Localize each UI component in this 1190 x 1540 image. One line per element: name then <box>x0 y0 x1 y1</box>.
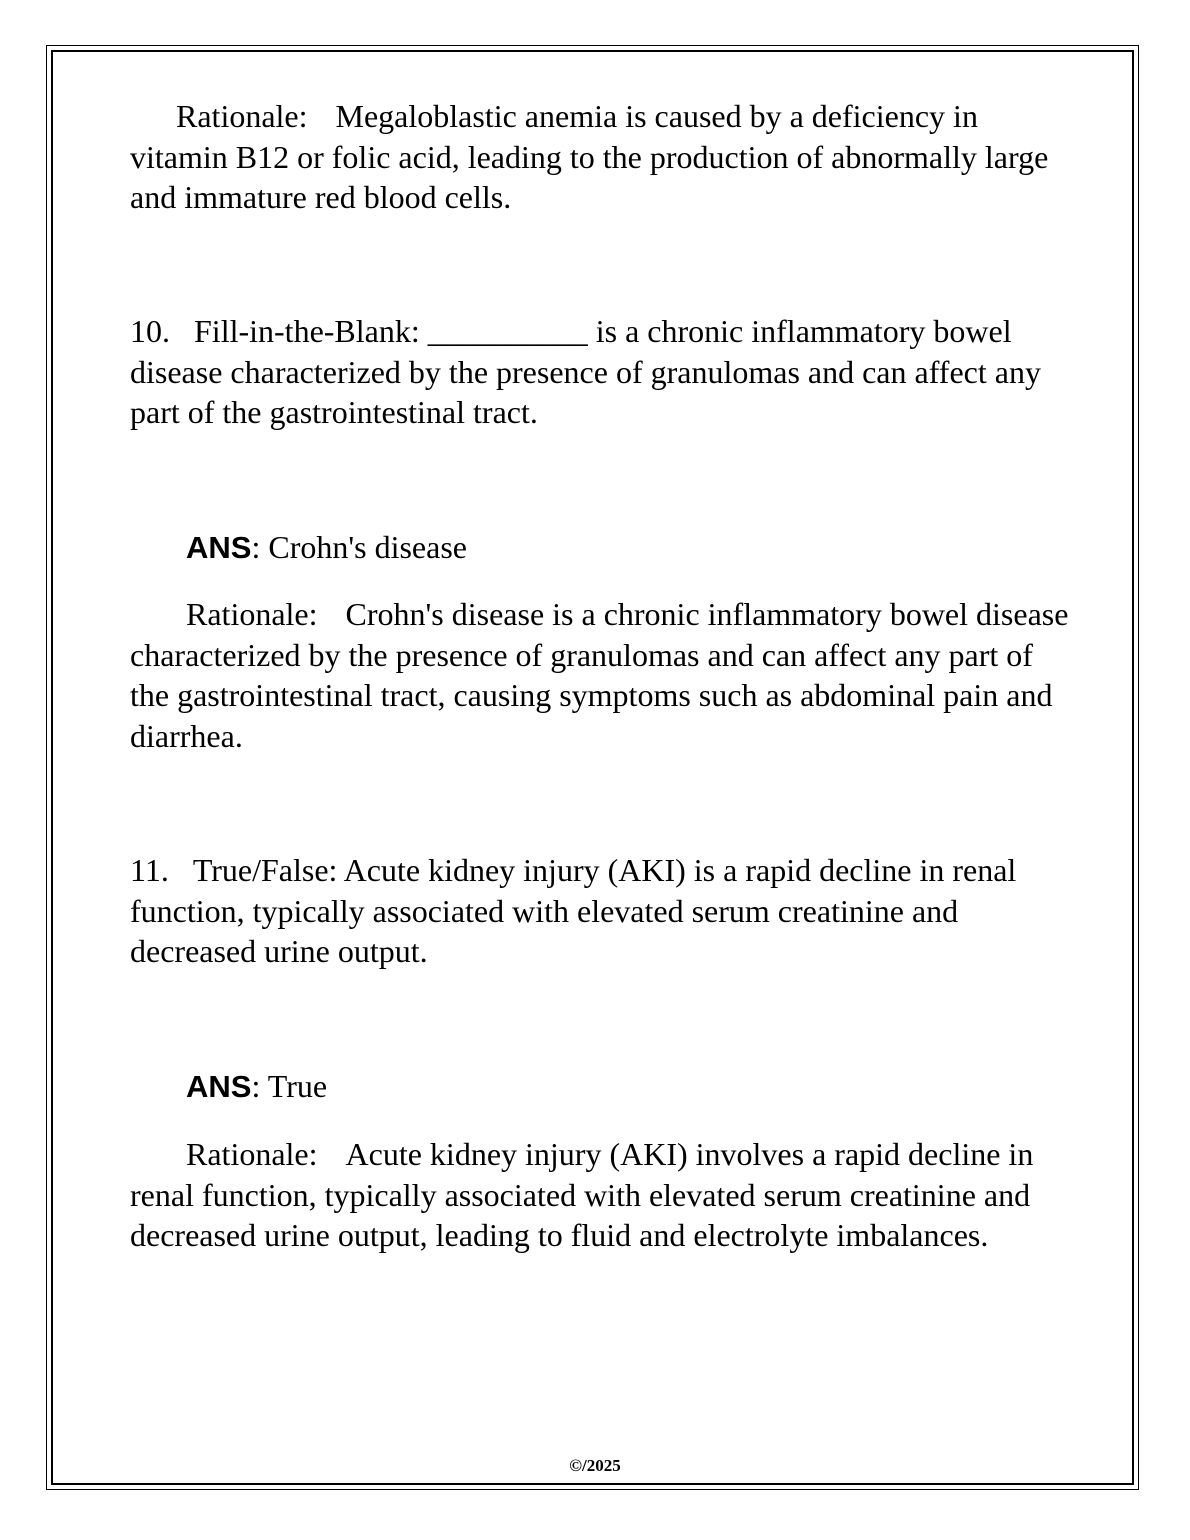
answer-10-value: : Crohn's disease <box>251 529 467 565</box>
rationale-11-label: Rationale: <box>186 1136 318 1172</box>
answer-11 <box>186 1066 327 1107</box>
rationale-9-label: Rationale: <box>176 98 308 134</box>
footer-copyright: ©/2025 <box>569 1456 621 1475</box>
rationale-10-text: Crohn's disease is a chronic inflammatory bowel disease characterized by the presence of granulomas and can affect any part of the gastrointestinal tract, causing symptoms such as abdominal pain and diarrhea. <box>130 596 1069 754</box>
question-10-number: 10. <box>130 313 170 349</box>
rationale-11 <box>130 1134 1070 1256</box>
answer-11-value: : True <box>251 1068 328 1104</box>
rationale-10 <box>130 594 1070 756</box>
rationale-9 <box>130 96 1070 218</box>
answer-10 <box>186 527 467 568</box>
question-11 <box>130 850 1070 972</box>
answer-10-label: ANS <box>186 530 252 565</box>
page-border-inner <box>51 50 1134 1485</box>
rationale-10-label: Rationale: <box>186 596 318 632</box>
question-10 <box>130 311 1070 433</box>
rationale-11-text: Acute kidney injury (AKI) involves a rapid decline in renal function, typically associated with elevated serum creatinine and decreased urine output, leading to fluid and electrolyte imbalances. <box>130 1136 1034 1253</box>
question-10-text: Fill-in-the-Blank: __________ is a chronic inflammatory bowel disease characterized by the presence of granulomas and can affect any part of the gastrointestinal tract. <box>130 313 1041 430</box>
question-11-number: 11. <box>130 852 169 888</box>
answer-11-label: ANS <box>186 1069 252 1104</box>
rationale-9-text: Megaloblastic anemia is caused by a deficiency in vitamin B12 or folic acid, leading to the production of abnormally large and immature red blood cells. <box>130 98 1049 215</box>
question-11-text: True/False: Acute kidney injury (AKI) is a rapid decline in renal function, typically associated with elevated serum creatinine and decreased urine output. <box>130 852 1017 969</box>
